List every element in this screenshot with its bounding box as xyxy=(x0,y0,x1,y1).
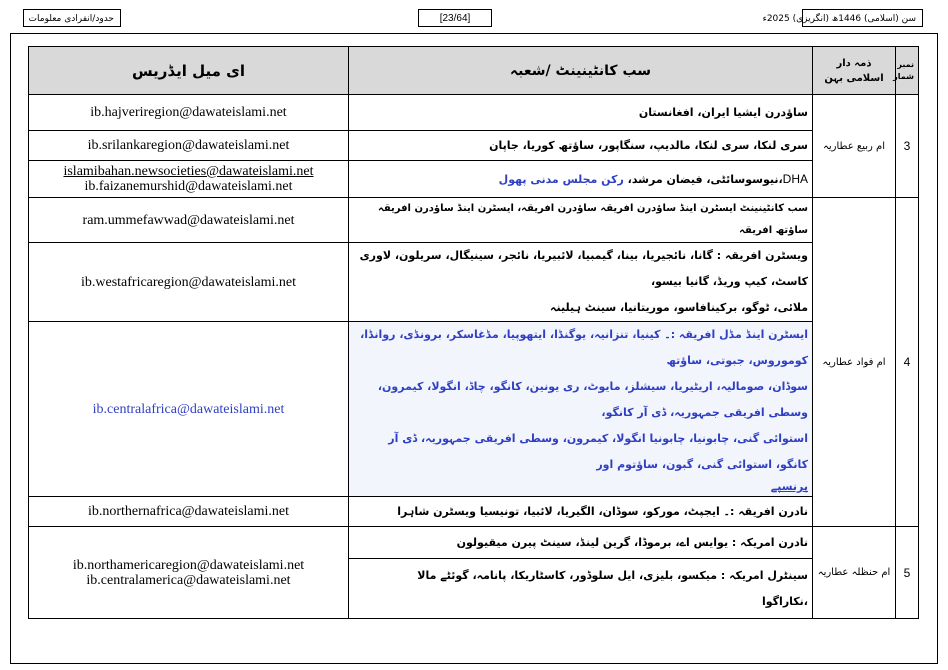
email-text: ib.centralamerica@dawateislami.net xyxy=(86,572,291,588)
email-cell xyxy=(29,198,349,243)
content-cell xyxy=(349,322,813,497)
header-email: ای میل ایڈریس xyxy=(29,47,349,95)
table-row xyxy=(29,131,919,161)
header-name: ذمہ دار اسلامی بہن xyxy=(813,47,896,95)
serial-number: 5 xyxy=(896,527,919,619)
content-cell xyxy=(349,161,813,198)
responsible-name: ام ربیع عطاریہ xyxy=(813,95,896,198)
table-row xyxy=(29,497,919,527)
email-cell xyxy=(29,497,349,527)
table-row xyxy=(29,161,919,198)
content-cell xyxy=(349,198,813,243)
content-line: پرنسپے xyxy=(770,480,808,493)
responsible-name: ام فواد عطاریہ xyxy=(813,198,896,527)
content-text: سری لنکا، سری لنکا، مالدیپ، سنگاپور، ساؤتھ کوریا، جاپان xyxy=(489,138,808,152)
email-text: ib.northamericaregion@dawateislami.net xyxy=(72,557,305,573)
table-row xyxy=(29,95,919,131)
content-line: ویسٹرن افریقہ : گانا، نائجیریا، بینا، گیمبیا، لائبیریا، نائجر، سینیگال، سریلون، لاوری کاسٹ، کیپ وریڈ، گانیا بیسو، xyxy=(359,249,808,288)
email-text: ram.ummefawwad@dawateislami.net xyxy=(82,212,295,228)
serial-number: 4 xyxy=(896,198,919,527)
content-line: ایسٹرن اینڈ مڈل افریقہ :۔ کینیا، تنزانیہ، یوگنڈا، ایتھوپیا، مڈغاسکر، برونڈی، روانڈا، کوموروس، جبوتی، ساؤتھ xyxy=(360,328,808,367)
header-section-label: حدود/انفرادی معلومات xyxy=(23,9,121,27)
content-line: سوڈان، صومالیہ، اریٹیریا، سیشلز، مایوٹ، ری یونین، کانگو، چاڈ، انگولا، کیمرون، وسطی افریقی جمہوریہ، ڈی آر کانگو، xyxy=(377,380,808,419)
content-highlight: رکن مجلس مدنی پھول xyxy=(498,172,624,186)
serial-number: 3 xyxy=(896,95,919,198)
email-text: ib.westafricaregion@dawateislami.net xyxy=(80,274,297,290)
content-cell xyxy=(349,559,813,619)
table-header-row xyxy=(29,47,919,95)
header-year: سن (اسلامی) 1446ھ (انگریزی) 2025ء xyxy=(802,9,923,27)
content-text: نادرن افریقہ :۔ ایجپٹ، مورکو، سوڈان، الگیریا، لائبیا، تونیسیا ویسٹرن شاہرا xyxy=(397,504,808,518)
email-cell xyxy=(29,243,349,322)
content-cell xyxy=(349,497,813,527)
table-row xyxy=(29,527,919,559)
content-cell xyxy=(349,243,813,322)
content-prefix: DHA xyxy=(782,171,808,186)
email-cell xyxy=(29,161,349,198)
contact-table xyxy=(28,46,919,619)
content-line: ملائی، ٹوگو، برکینافاسو، موریتانیا، سینٹ ہیلینہ xyxy=(550,301,808,314)
page-number: [23/64] xyxy=(418,9,492,27)
email-cell xyxy=(29,527,349,619)
email-cell xyxy=(29,131,349,161)
table-row xyxy=(29,243,919,322)
email-text: ib.centralafrica@dawateislami.net xyxy=(92,401,285,417)
content-cell xyxy=(349,131,813,161)
email-text: ib.northernafrica@dawateislami.net xyxy=(87,504,290,519)
content-text: ،نیوسوسائٹی، فیضان مرشد، xyxy=(623,172,783,186)
responsible-name: ام حنظلہ عطاریہ xyxy=(813,527,896,619)
content-text: سب کانٹینینٹ ایسٹرن اینڈ ساؤدرن افریقہ ساؤدرن افریقہ، ایسٹرن اینڈ ساؤدرن افریقہ ساؤتھ افریقہ xyxy=(377,203,808,236)
email-text: ib.srilankaregion@dawateislami.net xyxy=(87,138,290,153)
content-line: سینٹرل امریکہ : میکسو، بلیزی، ایل سلوڈور، کاسٹاریکا، پانامہ، گوئٹے مالا xyxy=(417,568,808,582)
email-cell xyxy=(29,322,349,497)
content-line: ،نکاراگوا xyxy=(761,594,808,608)
content-cell xyxy=(349,527,813,559)
email-text: ib.hajveriregion@dawateislami.net xyxy=(90,105,287,120)
table-row xyxy=(29,322,919,497)
header-num: نمبر شمار xyxy=(896,47,919,95)
email-cell xyxy=(29,95,349,131)
content-text: ساؤدرن ایشیا ایران، افغانستان xyxy=(638,105,808,119)
content-cell xyxy=(349,95,813,131)
table-row xyxy=(29,198,919,243)
content-text: نادرن امریکہ : یوایس اے، برموڈا، گرین لینڈ، سینٹ پیرن میقیولون xyxy=(456,535,808,549)
email-link[interactable]: islamibahan.newsocieties@dawateislami.net xyxy=(63,164,314,179)
header-content: سب کانٹینینٹ /شعبہ xyxy=(349,47,813,95)
email-text: ib.faizanemurshid@dawateislami.net xyxy=(84,179,293,194)
content-line: استوائی گنی، چابونیا، چابونیا انگولا، کیمرون، وسطی افریقی جمہوریہ، ڈی آر کانگو، استوائی گنی، گبون، ساؤتوم اور xyxy=(388,432,808,471)
